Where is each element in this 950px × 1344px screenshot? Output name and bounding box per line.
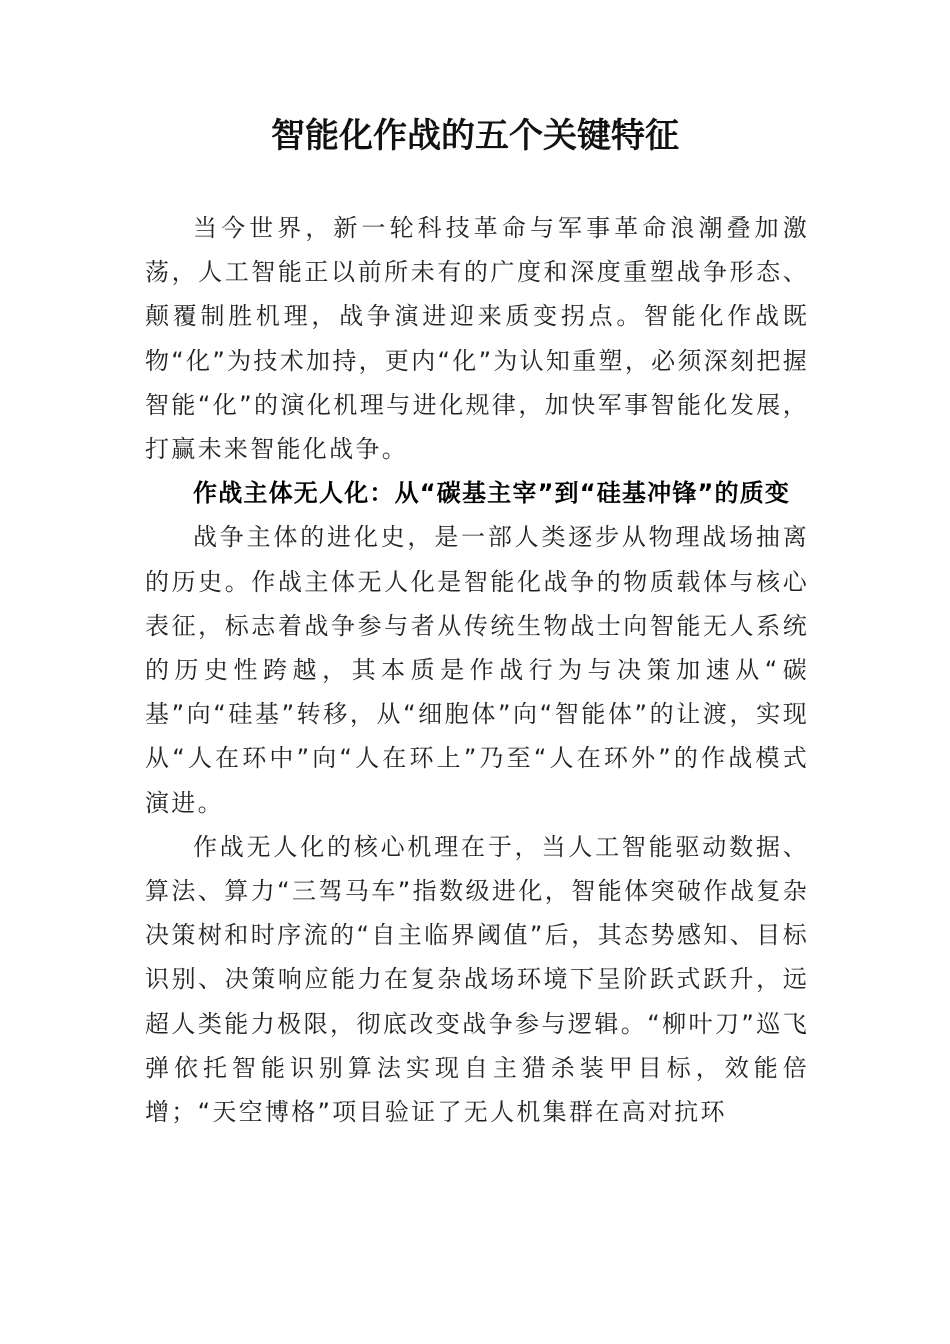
section-paragraph-2: 作战无人化的核心机理在于，当人工智能驱动数据、算法、算力“三驾马车”指数级进化，智能体突破作战复杂决策树和时序流的“自主临界阈值”后，其态势感知、目标识别、决策响应能力在复杂战场环境下呈阶跃式跃升，远超人类能力极限，彻底改变战争参与逻辑。“柳叶刀”巡飞弹依托智能识别算法实现自主猎杀装甲目标，效能倍增；“天空博格”项目验证了无人机集群在高对抗环 <box>145 832 809 1127</box>
section-paragraph-1: 战争主体的进化史，是一部人类逐步从物理战场抽离的历史。作战主体无人化是智能化战争的物质载体与核心表征，标志着战争参与者从传统生物战士向智能无人系统的历史性跨越，其本质是作战行为与决策加速从“碳基”向“硅基”转移，从“细胞体”向“智能体”的让渡，实现从“人在环中”向“人在环上”乃至“人在环外”的作战模式演进。 <box>145 523 809 817</box>
section-heading: 作战主体无人化：从“碳基主宰”到“硅基冲锋”的质变 <box>193 479 791 508</box>
document-body <box>145 206 809 1134</box>
intro-paragraph: 当今世界，新一轮科技革命与军事革命浪潮叠加激荡，人工智能正以前所未有的广度和深度重塑战争形态、颠覆制胜机理，战争演进迎来质变拐点。智能化作战既物“化”为技术加持，更内“化”为认知重塑，必须深刻把握智能“化”的演化机理与进化规律，加快军事智能化发展，打赢未来智能化战争。 <box>145 214 809 464</box>
page-title: 智能化作战的五个关键特征 <box>271 116 679 156</box>
